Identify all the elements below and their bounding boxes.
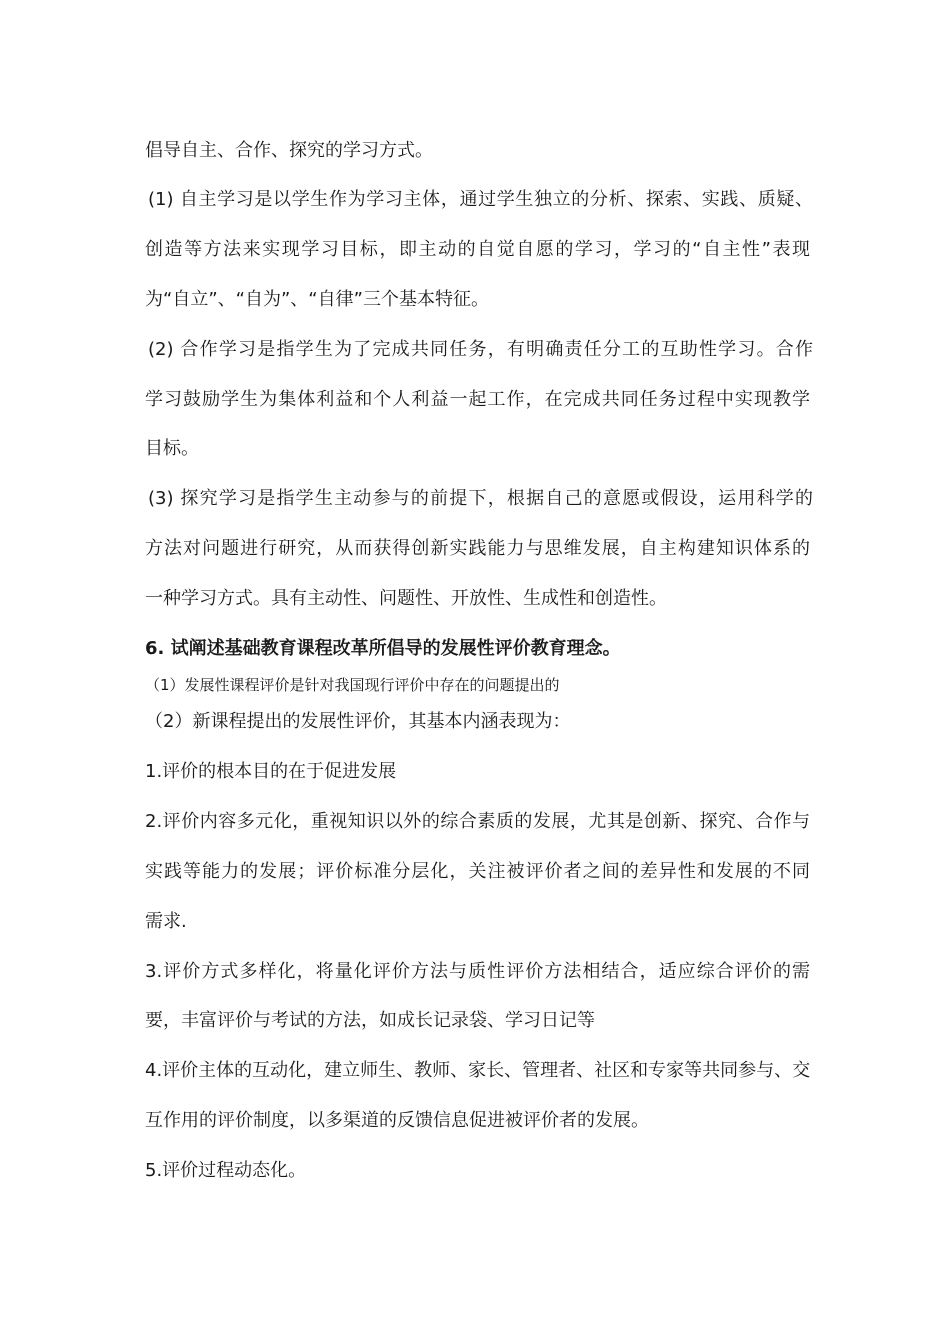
paragraph-line: 方法对问题进行研究，从而获得创新实践能力与思维发展，自主构建知识体系的 [145, 538, 810, 559]
paragraph-line: （2）新课程提出的发展性评价，其基本内涵表现为： [145, 711, 571, 732]
section-heading: 6. 试阐述基础教育课程改革所倡导的发展性评价教育理念。 [145, 638, 621, 659]
paragraph-line: 学习鼓励学生为集体利益和个人利益一起工作，在完成共同任务过程中实现教学 [145, 389, 810, 410]
paragraph-line: 一种学习方式。具有主动性、问题性、开放性、生成性和创造性。 [145, 588, 667, 609]
paragraph-line: (2) 合作学习是指学生为了完成共同任务，有明确责任分工的互助性学习。合作 [148, 339, 813, 360]
list-item: 5.评价过程动态化。 [145, 1160, 307, 1181]
paragraph-line: 要，丰富评价与考试的方法，如成长记录袋、学习日记等 [145, 1010, 595, 1031]
paragraph-line: 为“自立”、“自为”、“自律”三个基本特征。 [145, 289, 489, 310]
list-item: 2.评价内容多元化，重视知识以外的综合素质的发展，尤其是创新、探究、合作与 [145, 811, 810, 832]
paragraph-line: 实践等能力的发展；评价标准分层化，关注被评价者之间的差异性和发展的不同 [145, 861, 810, 882]
list-item: 3.评价方式多样化，将量化评价方法与质性评价方法相结合，适应综合评价的需 [145, 961, 810, 982]
paragraph-line: 需求. [145, 911, 187, 932]
paragraph-line: 互作用的评价制度，以多渠道的反馈信息促进被评价者的发展。 [145, 1110, 649, 1131]
list-item: 4.评价主体的互动化，建立师生、教师、家长、管理者、社区和专家等共同参与、交 [145, 1060, 810, 1081]
paragraph-line: （1）发展性课程评价是针对我国现行评价中存在的问题提出的 [145, 676, 560, 694]
paragraph-line: (3) 探究学习是指学生主动参与的前提下，根据自己的意愿或假设，运用科学的 [148, 488, 813, 509]
paragraph-line: 倡导自主、合作、探究的学习方式。 [145, 140, 433, 161]
list-item: 1.评价的根本目的在于促进发展 [145, 761, 397, 782]
paragraph-line: 创造等方法来实现学习目标，即主动的自觉自愿的学习，学习的“自主性”表现 [145, 239, 810, 260]
paragraph-line: (1) 自主学习是以学生作为学习主体，通过学生独立的分析、探索、实践、质疑、 [148, 189, 813, 210]
paragraph-line: 目标。 [145, 438, 199, 459]
